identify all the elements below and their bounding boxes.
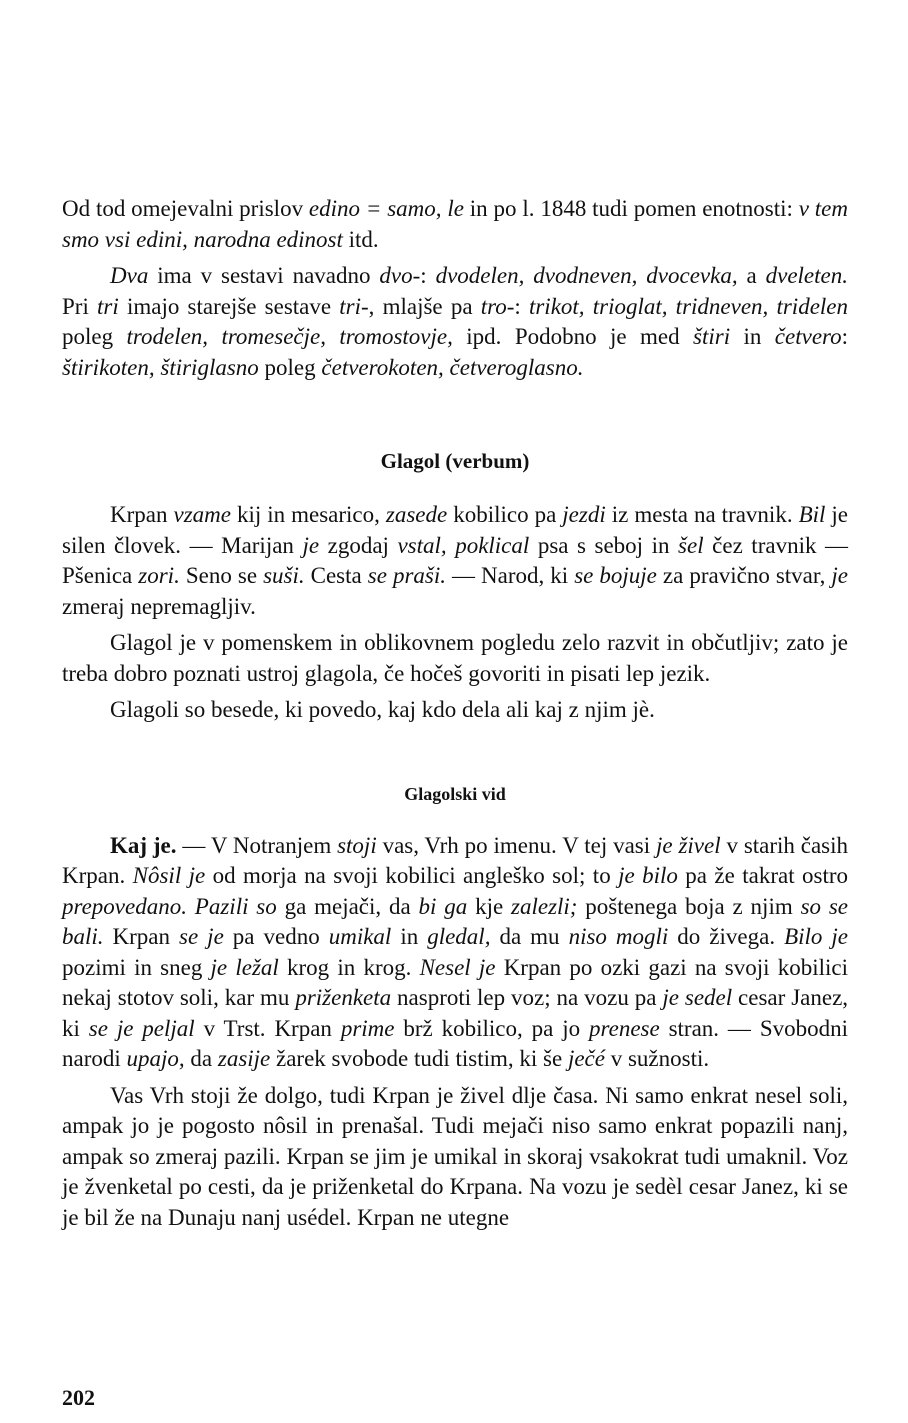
italic-run: se je xyxy=(179,924,224,949)
text-run: je silen človek. — Marijan xyxy=(62,502,849,558)
text-run: in po l. 1848 tudi pomen enotnosti: xyxy=(463,196,799,221)
italic-run: prepovedano. Pazili so xyxy=(62,893,277,919)
italic-run: niso mogli xyxy=(568,924,669,949)
text-run: psa s seboj in xyxy=(529,532,679,558)
italic-run: trodelen, tromesečje, tromostovje, xyxy=(126,324,453,349)
text-run: Krpan xyxy=(103,924,180,949)
italic-run: Nesel je xyxy=(419,954,496,980)
paragraph-4 xyxy=(62,628,848,689)
text-run: Seno se xyxy=(179,563,264,588)
text-run: , mlajše pa xyxy=(368,293,481,319)
italic-run: Bilo je xyxy=(784,924,848,949)
italic-run: umikal xyxy=(328,924,392,949)
text-run: Od tod omejevalni prislov xyxy=(62,196,309,221)
text-run: kij in mesarico, xyxy=(230,502,386,527)
italic-run: tro- xyxy=(480,293,515,319)
italic-run: se je peljal xyxy=(88,1015,195,1041)
text-run: vas, Vrh po imenu. V tej vasi xyxy=(376,832,656,858)
page-number: 202 xyxy=(62,1385,95,1410)
text-run: pa vedno xyxy=(223,924,329,949)
italic-run: dveleten. xyxy=(765,263,848,288)
text-run: Pri xyxy=(62,293,98,319)
text-run: itd. xyxy=(342,226,379,252)
text-run: poštenega boja z njim xyxy=(577,893,801,919)
italic-run: tri- xyxy=(339,293,369,319)
italic-run: Bil xyxy=(798,502,826,527)
italic-run: so se bali. xyxy=(62,893,848,949)
italic-run: štiri xyxy=(693,324,731,349)
text-run: ga mejači, da xyxy=(276,893,419,919)
italic-run: suši. xyxy=(263,563,305,588)
italic-run: Dva xyxy=(110,263,149,288)
italic-run: je xyxy=(302,532,320,558)
text-run: in xyxy=(391,924,428,949)
italic-run: je bilo xyxy=(618,863,678,888)
paragraph-5 xyxy=(62,695,848,726)
page-body xyxy=(62,194,848,1233)
italic-run: trikot, trioglat, tridneven, tridelen xyxy=(528,293,849,319)
italic-run: tri xyxy=(97,293,119,319)
text-run: da mu xyxy=(490,924,569,949)
text-run: : xyxy=(420,263,436,288)
italic-run: se bojuje xyxy=(574,563,657,588)
italic-run: je sedel xyxy=(662,985,733,1010)
text-run: čez travnik — Pšenica xyxy=(62,532,848,588)
italic-run: upajo, xyxy=(126,1046,185,1071)
text-run: krog in krog. xyxy=(278,954,420,980)
italic-run: stoji xyxy=(337,832,377,858)
italic-run: zasede xyxy=(385,502,448,527)
text-run: iz mesta na travnik. xyxy=(605,502,799,527)
text-run: — V Notranjem xyxy=(176,832,338,858)
text-run: kobilico pa xyxy=(447,502,563,527)
text-run: v Trst. Krpan xyxy=(194,1015,341,1041)
text-run: pozimi in sneg xyxy=(62,954,211,980)
italic-run: je ležal xyxy=(210,954,279,980)
text-run: Krpan po ozki gazi na svoji kobilici nekaj stotov soli, kar mu xyxy=(62,954,848,1010)
italic-run: vzame xyxy=(173,502,231,527)
italic-run: edino = samo, le xyxy=(308,196,464,221)
italic-run: vstal, poklical xyxy=(397,532,530,558)
text-run: Glagoli so besede, ki povedo, kaj kdo dela ali kaj z njim jè. xyxy=(110,697,655,722)
text-run: a xyxy=(737,263,766,288)
bold-run: Kaj je. xyxy=(110,832,177,858)
text-run: od morja na svoji kobilici angleško sol; to xyxy=(205,863,619,888)
italic-run: četverokoten, četveroglasno. xyxy=(321,354,584,380)
italic-run: jezdi xyxy=(562,502,606,527)
text-run: Cesta xyxy=(304,563,368,588)
italic-run: zasije xyxy=(217,1046,271,1071)
text-run: poleg xyxy=(258,354,322,380)
italic-run: je xyxy=(831,563,849,588)
text-run: Krpan xyxy=(110,502,174,527)
italic-run: šel xyxy=(678,532,704,558)
paragraph-2 xyxy=(62,261,848,383)
italic-run: bi ga xyxy=(418,893,468,919)
text-run: nasproti lep voz; na vozu pa xyxy=(391,985,663,1010)
text-run: — Narod, ki xyxy=(446,563,575,588)
text-run: do živega. xyxy=(668,924,785,949)
text-run: stran. — Svobodni narodi xyxy=(62,1015,849,1071)
text-run: zmeraj nepremagljiv. xyxy=(62,593,256,619)
text-run: žarek svobode tudi tistim, ki še xyxy=(270,1046,568,1071)
italic-run: četvero xyxy=(774,324,842,349)
text-run: pa že takrat ostro xyxy=(677,863,848,888)
text-run: : xyxy=(841,324,849,349)
italic-run: je živel xyxy=(656,832,721,858)
section-heading-glagolski-vid: Glagolski vid xyxy=(404,783,506,804)
text-run: ima v sestavi navadno xyxy=(148,263,380,288)
paragraph-1 xyxy=(62,194,848,255)
italic-run: gledal, xyxy=(427,924,491,949)
text-run: cesar Janez, ki xyxy=(62,985,849,1041)
italic-run: Nôsil je xyxy=(132,863,206,888)
italic-run: dvodelen, dvodneven, dvocevka, xyxy=(435,263,738,288)
text-run: da xyxy=(184,1046,218,1071)
paragraph-6 xyxy=(62,831,848,1075)
text-run: in xyxy=(730,324,775,349)
paragraph-3 xyxy=(62,500,848,622)
text-run: ipd. Podobno je med xyxy=(452,324,694,349)
text-run: brž kobilico, pa jo xyxy=(394,1015,590,1041)
italic-run: priženketa xyxy=(295,985,392,1010)
text-run: poleg xyxy=(62,324,127,349)
text-run: za pravično stvar, xyxy=(656,563,832,588)
italic-run: zalezli; xyxy=(511,893,578,919)
italic-run: dvo- xyxy=(379,263,421,288)
text-run: zgodaj xyxy=(319,532,398,558)
italic-run: prime xyxy=(340,1015,395,1041)
italic-run: v tem smo vsi edini, narodna edinost xyxy=(62,196,848,252)
italic-run: ječé xyxy=(567,1046,605,1071)
paragraph-7 xyxy=(62,1081,848,1234)
text-run: v sužnosti. xyxy=(604,1046,710,1071)
text-run: kje xyxy=(467,893,512,919)
italic-run: zori. xyxy=(138,563,180,588)
text-run: Vas Vrh stoji že dolgo, tudi Krpan je živel dlje časa. Ni samo enkrat nesel soli, ampak jo je pogosto nôsil in prenašal. Tudi mejači niso samo enkrat popazili nanj, ampak so zmeraj pazili. Krpan se jim je umikal in skoraj vsakokrat tudi umaknil. Voz je žvenketal po cesti, da je priženketal do Krpana. Na vozu je sedèl cesar Janez, ki se je bil že na Dunaju nanj usédel. Krpan ne utegne xyxy=(62,1082,848,1230)
text-run: imajo starejše sestave xyxy=(118,293,340,319)
text-run: : xyxy=(514,293,529,319)
section-heading-glagol: Glagol (verbum) xyxy=(380,449,530,473)
text-run: Glagol je v pomenskem in oblikovnem pogledu zelo razvit in občutljiv; zato je treba dobro poznati ustroj glagola, če hočeš govoriti in pisati lep jezik. xyxy=(62,630,848,686)
text-run: v starih časih Krpan. xyxy=(62,832,849,888)
italic-run: prenese xyxy=(589,1015,660,1041)
italic-run: štirikoten, štiriglasno xyxy=(62,354,259,380)
italic-run: se praši. xyxy=(367,563,446,588)
